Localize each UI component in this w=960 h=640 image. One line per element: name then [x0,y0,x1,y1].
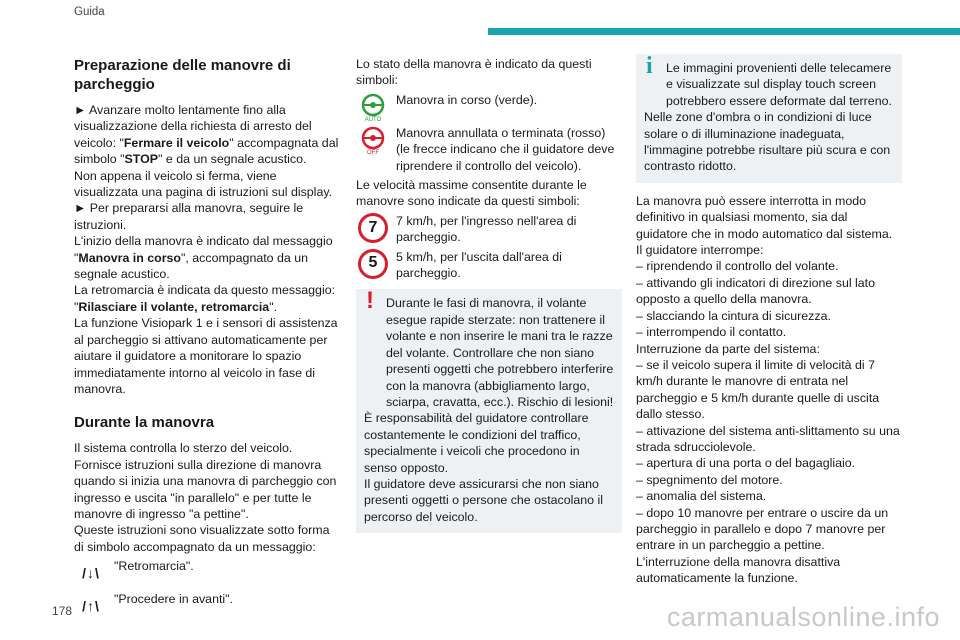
list-item: – interrompendo il contatto. [636,325,787,340]
paragraph: Lo stato della manovra è indicato da questi simboli: [356,57,592,88]
list-item: – dopo 10 manovre per entrare o uscire da un parcheggio in parallelo e dopo 7 manovre per entrare in un parcheggio a pettine. [636,505,889,553]
paragraph: Le velocità massime consentite durante le manovre sono indicate da questi simboli: [356,178,587,209]
paragraph: L'interruzione della manovra disattiva automaticamente la funzione. [636,554,841,586]
speed-limit-5-icon [356,249,390,279]
list-item: – attivazione del sistema anti-slittamento su una strada sdrucciolevole. [636,423,900,454]
heading-during-maneuver: Durante la manovra [74,414,215,432]
list-item: – spegnimento del motore. [636,472,783,487]
heading-preparation: Preparazione delle manovre di parcheggio [74,57,291,93]
column-right [636,54,902,587]
status-label: Manovra annullata o terminata (rosso) (le frecce indicano che il guidatore deve riprendere il controllo del veicolo). [396,125,615,173]
speed-label: 7 km/h, per l'ingresso nell'area di parcheggio. [396,213,577,245]
header-accent-bar [488,28,960,35]
list-item: – anomalia del sistema. [636,489,767,504]
list-item: – attivando gli indicatori di direzione sul lato opposto a quello della manovra. [636,275,876,307]
paragraph: L'inizio della manovra è indicato dal messaggio "Manovra in corso", accompagnato da un segnale acustico. [74,234,333,282]
column-left [74,56,340,624]
reverse-arrows-icon: /↓\ [82,564,100,581]
list-item: – se il veicolo supera il limite di velocità di 7 km/h durante le manovre di entrata nel parcheggio e 5 km/h durante quelle di uscita dallo stesso. [636,357,880,422]
paragraph: La funzione Visiopark 1 e i sensori di assistenza al parcheggio si attivano automaticamente per aiutare il guidatore a monitorare lo spazio immediatamente intorno al veicolo in fase di manovra. [74,316,338,396]
warning-box [356,289,622,533]
speed-value: 7 [358,213,388,243]
forward-arrows-icon: /↑\ [82,597,100,614]
speed-row-entry [356,213,622,246]
speed-label: 5 km/h, per l'uscita dall'area di parcheggio. [396,249,562,281]
paragraph: La retromarcia è indicata da questo messaggio: "Rilasciare il volante, retromarcia". [74,283,336,314]
paragraph: Non appena il veicolo si ferma, viene visualizzata una pagina di istruzioni sul display. [74,168,333,200]
paragraph: Il sistema controlla lo sterzo del veicolo. [74,441,293,456]
paragraph: Il guidatore interrompe: [636,243,764,258]
status-label: Manovra in corso (verde). [396,92,538,107]
column-middle [356,56,622,533]
steering-wheel-off-icon [356,125,390,155]
speed-value: 5 [358,249,388,279]
list-item: – riprendendo il controllo del volante. [636,259,839,274]
paragraph: ► Avanzare molto lentamente fino alla visualizzazione della richiesta di arresto del veicolo: "Fermare il veicolo" accompagnata dal simbolo "STOP" e da un segnale acustico. [74,103,339,167]
paragraph: La manovra può essere interrotta in modo definitivo in qualsiasi momento, sia dal guidatore che in modo automatico dal sistema. [636,193,893,241]
speed-limit-7-icon [356,213,390,243]
status-row-active [356,92,622,122]
list-item: – slacciando la cintura di sicurezza. [636,308,831,323]
paragraph: Fornisce istruzioni sulla direzione di manovra quando si inizia una manovra di parcheggio con ingresso e uscita "in parallelo" e per tutte le manovre di ingresso "a pettine". [74,457,337,521]
paragraph: Queste istruzioni sono visualizzate sotto forma di simbolo accompagnato da un messaggio: [74,523,330,554]
auto-label: AUTO [364,116,382,122]
status-row-cancelled [356,125,622,174]
warning-icon: ! [366,287,374,315]
warning-text: Durante le fasi di manovra, il volante esegue rapide sterzate: non trattenere il volante e non inserire le mani tra le razze del volante. Controllare che non siano presenti oggetti che potrebbero interferire con la manovra (abbigliamento largo, sciarpa, cravatta, ecc.). Rischio di lesioni! [386,296,614,409]
instruction-row-reverse [74,558,340,588]
info-text: Nelle zone d'ombra o in condizioni di luce solare o di illuminazione inadeguata, l'immagine potrebbe risultare più scura e con contrasto ridotto. [644,110,891,174]
section-title: Guida [74,6,105,18]
warning-text: Il guidatore deve assicurarsi che non siano presenti oggetti o persone che ostacolano il percorso del veicolo. [364,476,604,524]
info-icon: i [646,53,653,79]
instruction-label: "Procedere in avanti". [114,592,233,607]
off-label: OFF [367,149,379,155]
warning-text: È responsabilità del guidatore controllare costantemente le condizioni del traffico, specialmente i veicoli che procedono in senso opposto. [364,411,589,475]
instruction-row-forward [74,591,340,621]
steering-wheel-auto-icon [356,92,390,122]
speed-row-exit [356,249,622,282]
paragraph: Interruzione da parte del sistema: [636,341,820,356]
info-box [636,54,902,183]
instruction-label: "Retromarcia". [114,559,194,574]
list-item: – apertura di una porta o del bagagliaio. [636,456,856,471]
paragraph: ► Per prepararsi alla manovra, seguire le istruzioni. [74,201,304,232]
page-number: 178 [52,604,73,618]
watermark: carmanualsonline.info [666,602,940,632]
info-text: Le immagini provenienti delle telecamere e visualizzate sul display touch screen potrebbero essere deformate dal terreno. [666,61,892,108]
